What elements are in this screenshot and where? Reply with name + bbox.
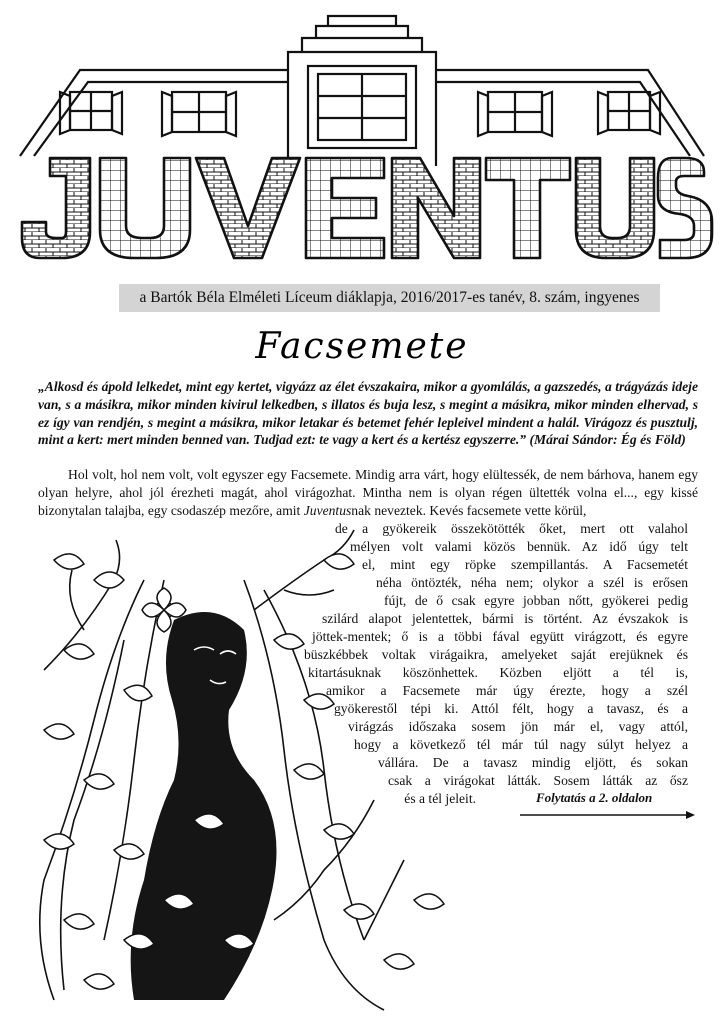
article-title: Facsemete bbox=[255, 326, 469, 367]
intro-text-before: Hol volt, hol nem volt, volt egyszer egy Facsemete. Mindig arra várt, hogy elültessék, de nem bárhova, hanem egy olyan helyre, ahol jól érezheti magát, ahol virágozhat. Mintha nem is olyan régen ültették volna el..., egy kissé bizonytalan talajba, egy csodaszép mezőre, amit bbox=[38, 467, 698, 518]
body-line: amikor a Facsemete már úgy érezte, hogy a szél bbox=[326, 683, 688, 698]
body-line: virágzás időszaka sosem jön már el, vagy attól, bbox=[348, 719, 688, 734]
body-line: hogy a következő tél már túl nagy súlyt helyez a bbox=[354, 737, 688, 752]
body-line: csak a virágokat látták. Sosem látták az ősz bbox=[388, 773, 688, 788]
body-line: gyökerestől tépi ki. Attól félt, hogy a tavasz, és a bbox=[334, 701, 688, 716]
school-building-drawing bbox=[20, 16, 704, 166]
body-line: vállára. De a tavasz mindig eljött, és sokan bbox=[378, 755, 688, 770]
body-line: mélyen volt valami közös bennük. Az idő úgy telt bbox=[350, 539, 688, 554]
intro-text-emphasis: Juventus bbox=[303, 502, 352, 518]
issue-info-text: a Bartók Béla Elméleti Líceum diáklapja, 2016/2017-es tanév, 8. szám, ingyenes bbox=[139, 289, 640, 306]
article-intro-paragraph bbox=[38, 466, 698, 519]
issue-info-bar bbox=[119, 284, 660, 312]
intro-text-after: nak neveztek. Kevés facsemete vette körül, bbox=[351, 502, 587, 518]
body-line: jöttek-mentek; ő is a többi fával együtt virágzott, és egyre bbox=[312, 629, 688, 644]
body-line: fújt, de ő csak egyre jobban nőtt, gyökerei pedig bbox=[384, 593, 688, 608]
body-line: büszkébbek voltak virágaikra, amelyeket saját erejüknek és bbox=[304, 647, 688, 662]
continued-on-page-2[interactable] bbox=[520, 790, 696, 820]
continued-label: Folytatás a 2. oldalon bbox=[536, 790, 653, 805]
body-line: kitartásuknak köszönhettek. Közben eljött a tél is, bbox=[308, 665, 688, 680]
body-line: el, mint egy röpke szempillantás. A Facsemetét bbox=[362, 557, 688, 572]
body-line: néha öntözték, néha nem; olykor a szél is erősen bbox=[376, 575, 688, 590]
masthead-logo bbox=[0, 0, 724, 272]
body-line: szilárd alapot jelentettek, bármi is történt. Az évszakok is bbox=[322, 611, 688, 626]
arrow-right-icon bbox=[520, 810, 696, 820]
juventus-lettering bbox=[22, 158, 712, 258]
epigraph-quote: „Alkosd és ápold lelkedet, mint egy kertet, vigyázz az élet évszakaira, mikor a gyomlálás, a gazszedés, a trágyázás ideje van, s a másikra, mikor minden kivirul lelkedben, s illatos és buja lesz, s megint a másikra, mikor minden elhervad, s ez így van rendjén, s megint a másikra, mikor letakar és betemet fehér lepleivel mindent a halál. Virágozz és pusztulj, mint a kert: mert minden benned van. Tudjad ezt: te vagy a kert és a kertész egyszerre.” (Márai Sándor: Ég és Föld) bbox=[38, 379, 698, 448]
body-line: és a tél jeleit. bbox=[404, 791, 476, 806]
body-line: de a gyökereik összekötötték őket, mert ott valahol bbox=[335, 521, 688, 536]
